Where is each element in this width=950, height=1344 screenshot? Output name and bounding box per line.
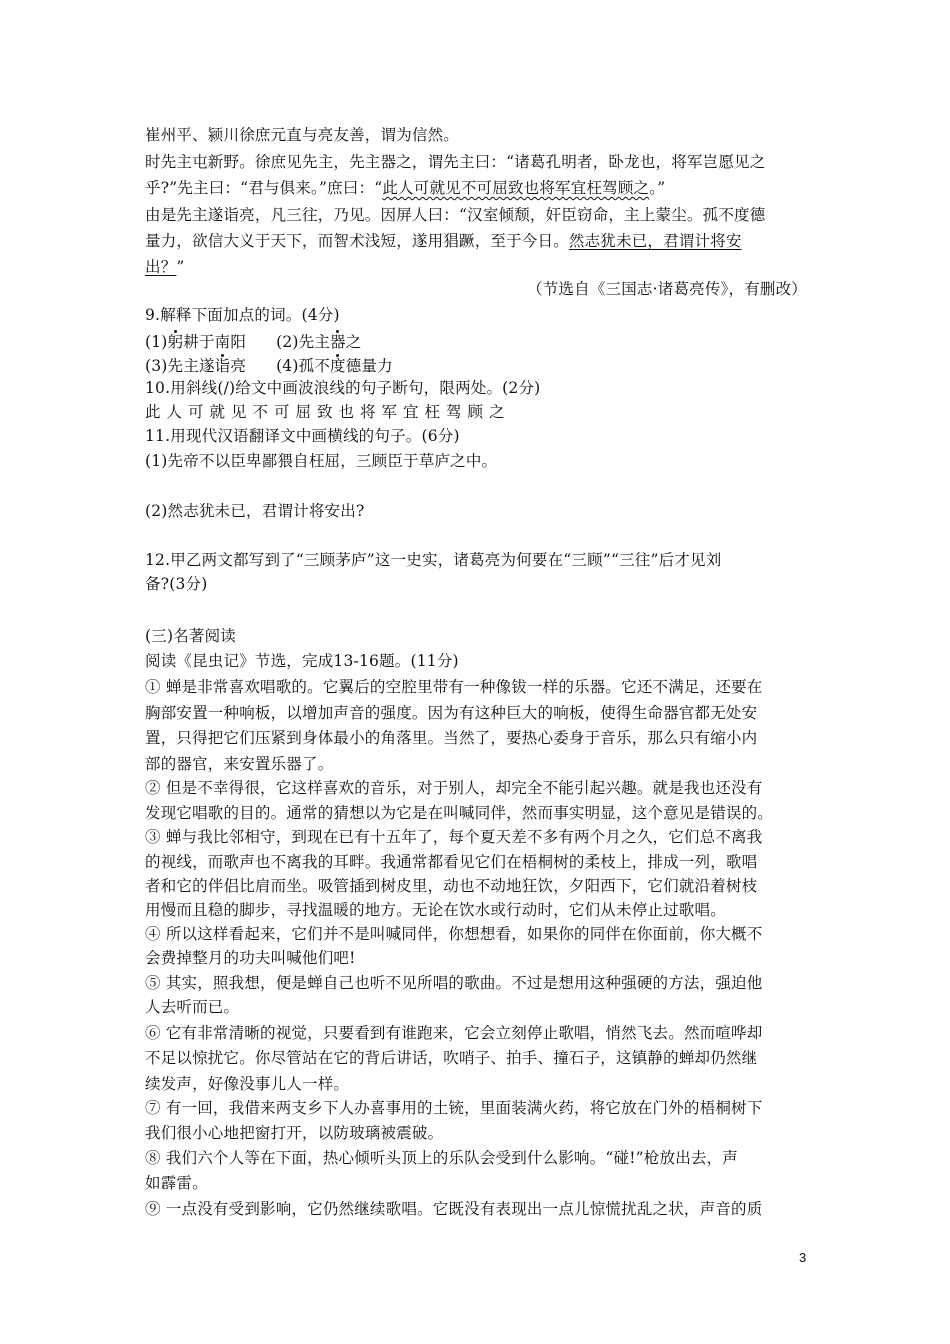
underlined-sentence: 然志犹未已，君谓计将安 — [568, 232, 742, 250]
excerpt-line: 人去听而已。 — [145, 998, 240, 1016]
excerpt-line: ② 但是不幸得很，它这样喜欢的音乐，对于别人，却完全不能引起兴趣。就是我也还没有 — [145, 779, 763, 797]
question-9-items-row-2: (3)先主遂诣亮 (4)孤不度德量力 — [145, 357, 393, 375]
question-11-item-1: (1)先帝不以臣卑鄙猥自枉屈，三顾臣于草庐之中。 — [145, 452, 498, 470]
excerpt-line: 部的器官，来安置乐器了。 — [145, 755, 334, 773]
excerpt-line: 者和它的伴侣比肩而坐。吸管插到树皮里，动也不动地狂饮，夕阳西下，它们就沿着树枝 — [145, 877, 758, 895]
question-10-sentence: 此人可就见不可屈致也将军宜枉驾顾之 — [145, 403, 511, 421]
dotted-word: 诣 — [214, 357, 231, 375]
excerpt-line: ⑥ 它有非常清晰的视觉，只要看到有谁跑来，它会立刻停止歌唱，悄然飞去。然而喧哗却 — [145, 1024, 763, 1042]
excerpt-line: 我们很小心地把窗打开，以防玻璃被震破。 — [145, 1124, 444, 1142]
dotted-word: 躬 — [167, 333, 184, 351]
excerpt-line: 用慢而且稳的脚步，寻找温暖的地方。无论在饮水或行动时，它们从未停止过歌唱。 — [145, 901, 726, 919]
passage-line: 量力，欲信大义于天下，而智术浅短，遂用猖蹶，至于今日。然志犹未已，君谓计将安 — [145, 232, 742, 250]
excerpt-line: ⑨ 一点没有受到影响，它仍然继续歌唱。它既没有表现出一点儿惊慌扰乱之状，声音的质 — [145, 1200, 763, 1218]
dotted-word: 度 — [330, 357, 346, 375]
excerpt-line: 如霹雷。 — [145, 1174, 208, 1192]
passage-line: 崔州平、颍川徐庶元直与亮友善，谓为信然。 — [145, 126, 460, 144]
excerpt-line: ⑤ 其实，照我想，便是蝉自己也听不见所唱的歌曲。不过是想用这种强硬的方法，强迫他 — [145, 974, 763, 992]
passage-line: 时先主屯新野。徐庶见先主，先主器之，谓先主曰：“诸葛孔明者，卧龙也，将军岂愿见之 — [145, 153, 766, 171]
excerpt-line: ⑧ 我们六个人等在下面，热心倾听头顶上的乐队会受到什么影响。“碰!”枪放出去，声 — [145, 1149, 739, 1167]
page-number: 3 — [799, 1250, 807, 1265]
question-12: 12.甲乙两文都写到了“三顾茅庐”这一史实，诸葛亮为何要在“三顾”“三往”后才见刘 — [145, 551, 722, 569]
underlined-sentence-end: 出？ — [145, 258, 177, 276]
question-9-items-row-1: (1)躬耕于南阳 (2)先主器之 — [145, 333, 362, 351]
excerpt-line: ④ 所以这样看起来，它们并不是叫喊同伴，你想想看，如果你的同伴在你面前，你大概不 — [145, 925, 763, 943]
question-11-item-2: (2)然志犹未已，君谓计将安出? — [145, 502, 365, 520]
excerpt-line: 不足以惊扰它。你尽管站在它的背后讲话，吹哨子、拍手、撞石子，这镇静的蝉却仍然继 — [145, 1049, 758, 1067]
dotted-word: 器 — [330, 333, 346, 351]
section-intro: 阅读《昆虫记》节选，完成13-16题。(11分) — [145, 652, 459, 670]
excerpt-line: 胸部安置一种响板，以增加声音的强度。因为有这种巨大的响板，使得生命器官都无处安 — [145, 704, 758, 722]
passage-line: 出？” — [145, 258, 185, 276]
passage-line: 乎?”先主曰：“君与俱来。”庶曰：“此人可就见不可屈致也将军宜枉驾顾之。” — [145, 179, 666, 197]
question-11: 11.用现代汉语翻译文中画横线的句子。(6分) — [145, 427, 460, 445]
excerpt-line: 会费掉整月的功夫叫喊他们吧! — [145, 949, 356, 967]
excerpt-line: 发现它唱歌的目的。通常的猜想以为它是在叫喊同伴，然而事实明显，这个意见是错误的。 — [145, 804, 774, 822]
excerpt-line: 的视线，而歌声也不离我的耳畔。我通常都看见它们在梧桐树的柔枝上，排成一列，歌唱 — [145, 853, 758, 871]
excerpt-line: ① 蝉是非常喜欢唱歌的。它翼后的空腔里带有一种像钹一样的乐器。它还不满足，还要在 — [145, 678, 763, 696]
section-heading: (三)名著阅读 — [145, 627, 236, 645]
excerpt-line: 置，只得把它们压紧到身体最小的角落里。当然了，要热心委身于音乐，那么只有缩小内 — [145, 729, 758, 747]
wavy-underlined-sentence: 此人可就见不可屈致也将军宜枉驾顾之 — [382, 179, 650, 197]
source-citation: （节选自《三国志·诸葛亮传》，有删改） — [527, 280, 807, 298]
excerpt-line: ⑦ 有一回，我借来两支乡下人办喜事用的土铳，里面装满火药，将它放在门外的梧桐树下 — [145, 1099, 763, 1117]
question-10: 10.用斜线(/)给文中画波浪线的句子断句，限两处。(2分) — [145, 379, 541, 397]
passage-line: 由是先主遂诣亮，凡三往，乃见。因屏人曰：“汉室倾颓，奸臣窃命，主上蒙尘。孤不度德 — [145, 206, 766, 224]
question-9: 9.解释下面加点的词。(4分) — [145, 306, 340, 324]
excerpt-line: ③ 蝉与我比邻相守，到现在已有十五年了，每个夏天差不多有两个月之久，它们总不离我 — [145, 828, 763, 846]
question-12-cont: 备?(3分) — [145, 575, 208, 593]
excerpt-line: 续发声，好像没事儿人一样。 — [145, 1075, 350, 1093]
